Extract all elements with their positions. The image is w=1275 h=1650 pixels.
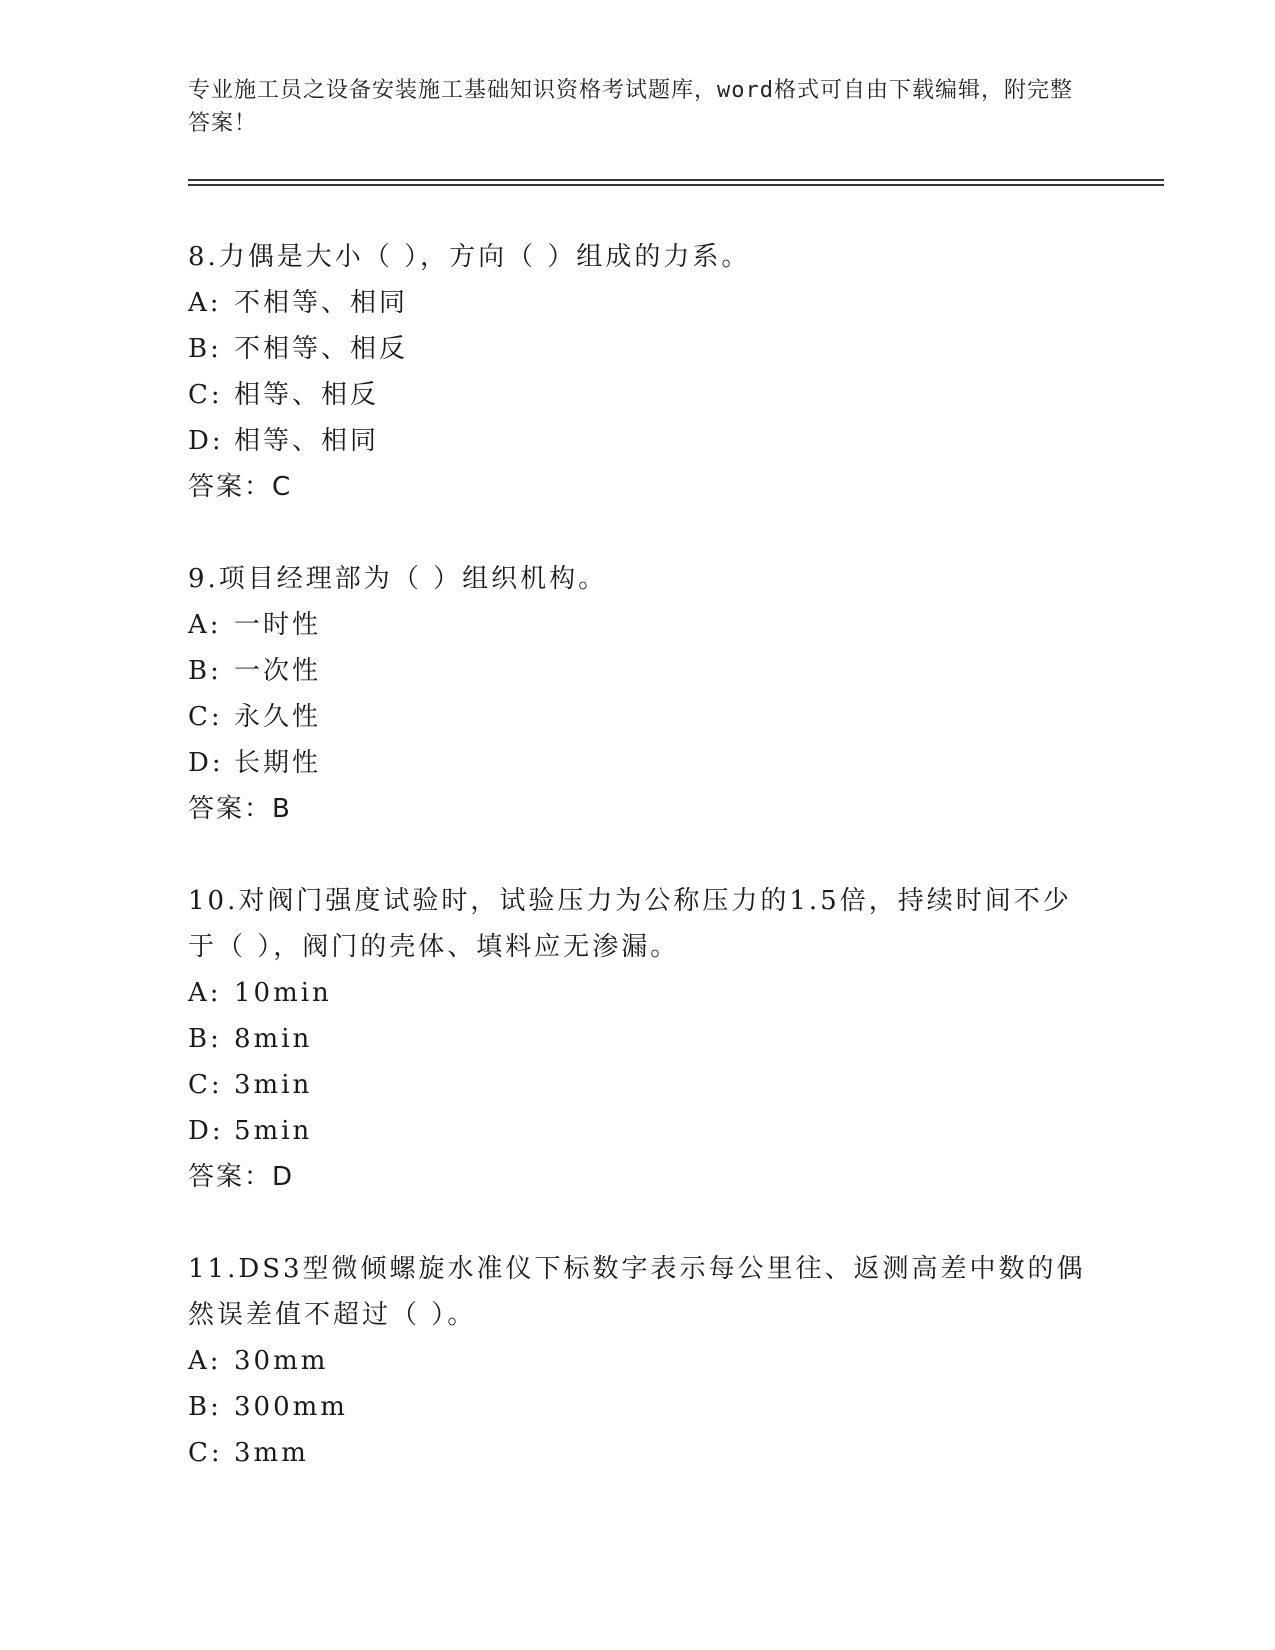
option-c <box>188 694 1088 740</box>
option-label: A: <box>188 1346 222 1376</box>
option-label: D: <box>188 426 224 456</box>
option-b <box>188 326 1088 372</box>
option-label: B: <box>188 1024 222 1054</box>
option-text: 相等、相反 <box>234 380 380 410</box>
question-stem: 8.力偶是大小（ ），方向（ ）组成的力系。 <box>188 242 751 272</box>
option-label: A: <box>188 610 222 640</box>
option-text: 一时性 <box>234 610 322 640</box>
header-divider-bottom <box>188 184 1164 186</box>
option-text: 不相等、相同 <box>234 288 409 318</box>
header-divider-top <box>188 179 1164 181</box>
option-b <box>188 648 1088 694</box>
option-a <box>188 280 1088 326</box>
option-text: 3min <box>234 1070 313 1100</box>
option-a <box>188 970 1088 1016</box>
document-header <box>188 74 1088 140</box>
option-b <box>188 1384 1088 1430</box>
option-label: D: <box>188 748 224 778</box>
option-d <box>188 740 1088 786</box>
option-b <box>188 1016 1088 1062</box>
option-text: 3mm <box>234 1438 309 1468</box>
option-text: 长期性 <box>234 748 322 778</box>
option-label: B: <box>188 656 222 686</box>
answer: 答案：B <box>188 794 292 824</box>
header-title: 专业施工员之设备安装施工基础知识资格考试题库，word格式可自由下载编辑，附完整答案！ <box>188 78 1073 136</box>
option-text: 一次性 <box>234 656 322 686</box>
option-label: C: <box>188 380 223 410</box>
option-text: 永久性 <box>234 702 322 732</box>
option-text: 5min <box>234 1116 313 1146</box>
option-label: C: <box>188 702 223 732</box>
option-label: A: <box>188 288 222 318</box>
option-c <box>188 372 1088 418</box>
option-text: 8min <box>234 1024 313 1054</box>
option-text: 30mm <box>234 1346 329 1376</box>
question-8 <box>188 234 1088 510</box>
option-d <box>188 1108 1088 1154</box>
option-a <box>188 1338 1088 1384</box>
option-c <box>188 1062 1088 1108</box>
question-9 <box>188 556 1088 832</box>
question-10 <box>188 878 1088 1200</box>
answer: 答案：C <box>188 472 293 502</box>
option-a <box>188 602 1088 648</box>
question-stem: 10.对阀门强度试验时，试验压力为公称压力的1.5倍，持续时间不少于（ ），阀门的壳体、填料应无渗漏。 <box>188 886 1072 962</box>
option-label: C: <box>188 1070 223 1100</box>
option-label: B: <box>188 1392 222 1422</box>
option-text: 300mm <box>234 1392 348 1422</box>
option-text: 10min <box>234 978 332 1008</box>
question-11 <box>188 1246 1088 1476</box>
option-d <box>188 418 1088 464</box>
option-label: A: <box>188 978 222 1008</box>
option-text: 相等、相同 <box>234 426 380 456</box>
option-text: 不相等、相反 <box>234 334 409 364</box>
option-label: B: <box>188 334 222 364</box>
option-c <box>188 1430 1088 1476</box>
question-stem: 9.项目经理部为（ ）组织机构。 <box>188 564 608 594</box>
option-label: D: <box>188 1116 224 1146</box>
question-stem: 11.DS3型微倾螺旋水准仪下标数字表示每公里往、返测高差中数的偶然误差值不超过（ ）。 <box>188 1254 1086 1330</box>
option-label: C: <box>188 1438 223 1468</box>
answer: 答案：D <box>188 1162 295 1192</box>
